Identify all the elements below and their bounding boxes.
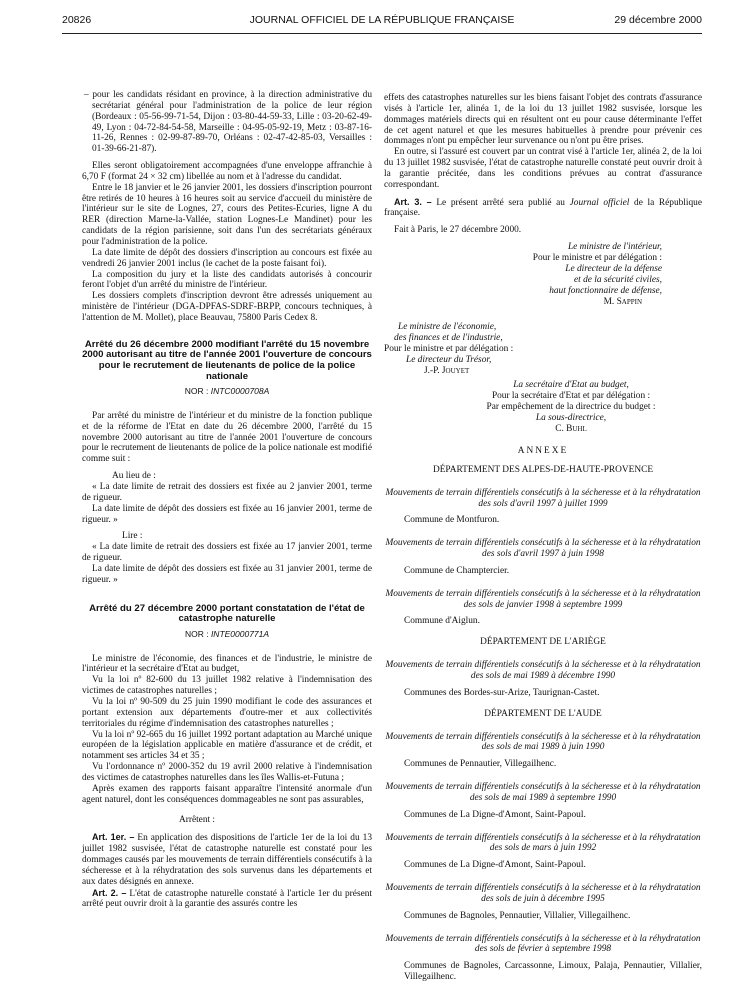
communes: Communes des Bordes-sur-Arize, Taurignan-Castet. — [404, 687, 600, 698]
paragraph: effets des catastrophes naturelles sur les biens faisant l'objet des contrats d'assurance visés à l'article 1er, alinéa 1, de la loi du 13 juillet 1982 susvisée, lorsque les dommages matériels directs qui en résultent ont eu pour cause déterminante l'effet de cet agent naturel et que les mesures habituelles à prendre pour prévenir ces dommages n'ont pu empêcher leur survenance ou n'ont pu être prises. — [384, 93, 702, 147]
sig-line: Pour le ministre et par délégation : — [384, 343, 514, 354]
quote: La date limite de dépôt des dossiers est fixée au 31 janvier 2001, terme de rigueur. » — [82, 563, 372, 585]
article-label: Art. 1er. – — [92, 832, 135, 843]
paragraph: – pour les candidats résidant en province, à la direction administrative du secrétariat général pour l'administration de la police de leur région (Bordeaux : 05-56-99-71-54, Dijon : 03-80-44-59-33, Lille : 03-20-62-49-49, Lyon : 04-72-84-54-58, Marseille : 04-95-05-92-19, Metz : 03-87-16-11-26, Rennes : 02-99-87-89-70, Orléans : 02-47-42-85-03, Versailles : 01-39-66-21-87). — [84, 90, 372, 155]
sig-line: haut fonctionnaire de défense, — [549, 285, 662, 296]
article-1 — [82, 832, 372, 887]
sig-line: des finances et de l'industrie, — [394, 332, 503, 343]
movement-description: Mouvements de terrain différentiels consécutifs à la sécheresse et à la réhydratation des sols de juin à décembre 1995 — [385, 883, 701, 904]
movement-description: Mouvements de terrain différentiels consécutifs à la sécheresse et à la réhydratation des sols de mai 1989 à juin 1990 — [385, 731, 701, 753]
sig-line: et de la sécurité civiles, — [574, 274, 662, 285]
page-header — [62, 14, 702, 30]
paragraph: Vu la loi nº 90-509 du 25 juin 1990 modifiant le code des assurances et portant extension aux départements d'outre-mer et aux collectivités territoriales du régime d'indemnisation des catastrophes naturelles ; — [82, 697, 372, 729]
nor-label: NOR : — [184, 386, 209, 397]
paragraph: Vu la loi nº 92-665 du 16 juillet 1992 portant adaptation au Marché unique européen de la législation applicable en matière d'assurance et de crédit, et notamment ses articles 34 et 35 ; — [82, 729, 372, 762]
sig-line: La secrétaire d'Etat au budget, — [513, 380, 629, 390]
article-text: L'état de catastrophe naturelle constaté à l'article 1er du présent arrêté peut ouvrir droit à la garantie des assurés contre les — [82, 888, 372, 910]
movement-description: Mouvements de terrain différentiels consécutifs à la sécheresse et à la réhydratation des sols de mai 1989 à décembre 1990 — [385, 660, 701, 681]
paragraph: Entre le 18 janvier et le 26 janvier 2001, les dossiers d'inscription pourront être retirés de 10 heures à 16 heures soit au service d'accueil du ministère de l'intérieur sur le site de Lognes, 27, cours des Petites-Ecuries, ligne A du RER (direction Marne-la-Vallée, station Lognes-Le Mandinet) pour les candidats de la région parisienne, soit dans l'un des secrétariats généraux pour l'administration de la police. — [82, 182, 372, 247]
movement-description: Mouvements de terrain différentiels consécutifs à la sécheresse et à la réhydratation des sols de février à septembre 1998 — [385, 933, 701, 955]
sig-line: Par empêchement de la directrice du budget : — [486, 401, 656, 412]
paragraph: Vu la loi nº 82-600 du 13 juillet 1982 relative à l'indemnisation des victimes de catastrophes naturelles ; — [82, 675, 372, 697]
fait-a-paris: Fait à Paris, le 27 décembre 2000. — [394, 225, 522, 236]
communes: Communes de La Digne-d'Amont, Saint-Papoul. — [404, 860, 586, 871]
nor-reference — [82, 629, 372, 640]
communes: Commune de Champtercier. — [404, 565, 510, 576]
nor-code: INTE0000771A — [210, 628, 270, 639]
department-heading: DÉPARTEMENT DES ALPES-DE-HAUTE-PROVENCE — [432, 464, 654, 475]
nor-code: INTC0000708A — [210, 386, 270, 397]
signatory-name: J.-P. Jouyet — [424, 365, 470, 376]
paragraph: Elles seront obligatoirement accompagnées d'une enveloppe affranchie à 6,70 F (format 24 × 32 cm) libellée au nom et à l'adresse du candidat. — [82, 161, 372, 182]
article-label: Art. 2. – — [92, 887, 127, 898]
sig-line: Le directeur du Trésor, — [406, 354, 492, 365]
communes: Communes de Pennautier, Villegailhenc. — [404, 759, 557, 770]
communes: Communes de La Digne-d'Amont, Saint-Papoul. — [404, 809, 586, 820]
communes: Communes de Bagnoles, Pennautier, Villalier, Villegailhenc. — [404, 910, 631, 921]
sig-line: La sous-directrice, — [535, 412, 607, 423]
paragraph: Par arrêté du ministre de l'intérieur et du ministre de la fonction publique et de la réforme de l'Etat en date du 26 décembre 2000, l'arrêté du 15 novembre 2000 autorisant au titre de l'année 2001 l'ouverture de concours pour le recrutement de lieutenants de police de la police nationale est modifié comme suit : — [82, 410, 372, 465]
paragraph: Le ministre de l'économie, des finances et de l'industrie, le ministre de l'intérieur et la secrétaire d'Etat au budget, — [82, 653, 372, 675]
quote: « La date limite de retrait des dossiers est fixée au 2 janvier 2001, terme de rigueur. — [82, 482, 372, 503]
paragraph: La date limite de dépôt des dossiers d'inscription au concours est fixée au vendredi 26 janvier 2001 inclus (le cachet de la poste faisant foi). — [82, 247, 372, 269]
au-lieu-de: Au lieu de : — [112, 471, 156, 482]
signature-budget — [440, 380, 702, 435]
decree-title: Arrêté du 27 décembre 2000 portant constatation de l'état de catastrophe naturelle — [89, 602, 365, 625]
quote: « La date limite de retrait des dossiers est fixée au 17 janvier 2001, terme de rigueur. — [82, 542, 372, 564]
movement-description: Mouvements de terrain différentiels consécutifs à la sécheresse et à la réhydratation des sols de mars à juin 1992 — [385, 832, 701, 854]
communes: Communes de Bagnoles, Carcassonne, Limoux, Palaja, Pennautier, Villalier, Villegailhenc. — [404, 961, 702, 983]
signature-economy — [384, 322, 564, 377]
sig-line: Le ministre de l'économie, — [398, 322, 497, 332]
nor-reference — [82, 386, 372, 397]
movement-description: Mouvements de terrain différentiels consécutifs à la sécheresse et à la réhydratation des sols d'avril 1997 à juin 1998 — [385, 538, 701, 560]
quote: La date limite de dépôt des dossiers est fixée au 16 janvier 2001, terme de rigueur. » — [82, 503, 372, 525]
header-rule — [62, 33, 702, 34]
sig-line: Pour la secrétaire d'Etat et par délégation : — [491, 390, 651, 401]
journal-officiel: Journal officiel — [569, 197, 630, 208]
signatory-name: M. Sappin — [603, 296, 642, 307]
paragraph: En outre, si l'assuré est couvert par un contrat visé à l'article 1er, alinéa 2, de la loi du 13 juillet 1982 susvisée, l'état de catastrophe naturelle constaté peut ouvrir droit à la garantie précitée, dans les conditions prévues au contrat d'assurance correspondant. — [384, 147, 702, 190]
right-column — [384, 93, 702, 308]
department-heading: DÉPARTEMENT DE L'ARIÈGE — [480, 637, 606, 648]
left-column — [82, 90, 372, 910]
sig-line: Le directeur de la défense — [565, 263, 662, 274]
communes: Commune de Montfuron. — [404, 515, 500, 526]
article-text: En application des dispositions de l'article 1er de la loi du 13 juillet 1982 susvisée, l'état de catastrophe naturelle est constaté pour les dommages causés par les mouvements de terrain différentiels consécutifs à la sécheresse et à la réhydratation des sols survenus dans les départements et aux dates désignés en annexe. — [82, 833, 372, 887]
sig-line: Le ministre de l'intérieur, — [567, 242, 662, 253]
department-heading: DÉPARTEMENT DE L'AUDE — [484, 708, 602, 719]
article-3 — [384, 197, 702, 220]
article-label: Art. 3. – — [394, 196, 432, 207]
movement-description: Mouvements de terrain différentiels consécutifs à la sécheresse et à la réhydratation des sols d'avril 1997 à juillet 1999 — [385, 487, 701, 509]
paragraph: Après examen des rapports faisant apparaître l'intensité anormale d'un agent naturel, dont les conséquences dommageables ne sont pas assurables, — [82, 783, 372, 805]
movement-description: Mouvements de terrain différentiels consécutifs à la sécheresse et à la réhydratation des sols de janvier 1998 à septembre 1999 — [385, 588, 701, 610]
paragraph: La composition du jury et la liste des candidats autorisés à concourir feront l'objet d'un arrêté du ministre de l'intérieur. — [82, 269, 372, 291]
signature-interior — [384, 242, 702, 307]
arretent: Arrêtent : — [178, 815, 216, 826]
nor-label: NOR : — [184, 628, 209, 639]
issue-date: 29 décembre 2000 — [614, 14, 702, 26]
paragraph: Les dossiers complets d'inscription devront être adressés uniquement au ministère de l'intérieur (DGA-DPFAS-SDRF-BRPP, concours techniques, à l'attention de M. Mollet), place Beauvau, 75800 Paris Cedex 8. — [82, 291, 372, 323]
lire: Lire : — [122, 531, 143, 542]
decree-title: Arrêté du 26 décembre 2000 modifiant l'arrêté du 15 novembre 2000 autorisant au titre de l'année 2001 l'ouverture de concours pour le recrutement de lieutenants de police de la police nationale — [82, 338, 372, 382]
article-text: Le présent arrêté sera publié au — [436, 197, 565, 208]
article-2 — [82, 888, 372, 911]
journal-title: JOURNAL OFFICIEL DE LA RÉPUBLIQUE FRANÇAISE — [249, 14, 515, 26]
sig-line: Pour le ministre et par délégation : — [532, 253, 662, 264]
paragraph: Vu l'ordonnance nº 2000-352 du 19 avril 2000 relative à l'indemnisation des victimes de catastrophes naturelles dans les îles Wallis-et-Futuna ; — [82, 762, 372, 783]
annexe-section — [384, 440, 702, 983]
communes: Commune d'Aiglun. — [404, 616, 480, 627]
movement-description: Mouvements de terrain différentiels consécutifs à la sécheresse et à la réhydratation des sols de mai 1989 à septembre 1990 — [385, 782, 701, 803]
signatory-name: C. Buhl — [555, 423, 587, 434]
annexe-title: ANNEXE — [517, 446, 569, 456]
article-text: de la République française. — [384, 197, 702, 219]
page-number: 20826 — [62, 14, 92, 26]
